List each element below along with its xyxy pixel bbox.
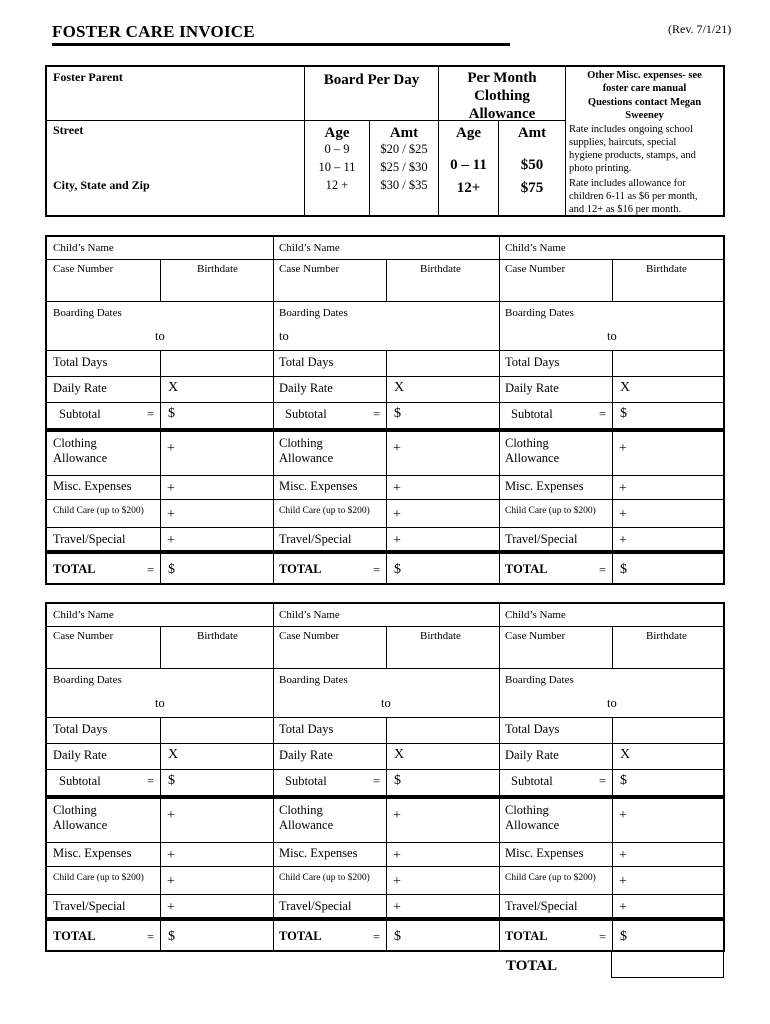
clothing-age-cell: 12+ bbox=[456, 180, 481, 196]
misc-note-line: and 12+ as $16 per month. bbox=[569, 204, 682, 215]
equals-sign: = bbox=[373, 930, 381, 944]
misc-header-line2: foster care manual bbox=[602, 83, 687, 94]
clothing-allowance-label-line2: Allowance bbox=[53, 818, 108, 832]
travel-special-label: Travel/Special bbox=[53, 899, 126, 913]
misc-expenses-label: Misc. Expenses bbox=[53, 479, 132, 493]
boarding-to-label: to bbox=[607, 696, 617, 710]
child-column bbox=[499, 604, 723, 950]
birthdate-label: Birthdate bbox=[420, 630, 461, 642]
plus-sign: + bbox=[619, 441, 627, 456]
boarding-to-label: to bbox=[607, 329, 617, 343]
multiply-sign: X bbox=[168, 747, 179, 762]
birthdate-label: Birthdate bbox=[197, 630, 238, 642]
daily-rate-label: Daily Rate bbox=[279, 381, 333, 395]
board-amt-cell: $20 / $25 bbox=[380, 142, 428, 156]
child-column bbox=[273, 237, 499, 583]
multiply-sign: X bbox=[168, 380, 179, 395]
clothing-age-cell: 0 – 11 bbox=[450, 157, 487, 173]
subtotal-label: Subtotal bbox=[285, 407, 327, 421]
misc-expenses-label: Misc. Expenses bbox=[505, 846, 584, 860]
plus-sign: + bbox=[619, 533, 627, 548]
clothing-age-header: Age bbox=[456, 125, 481, 141]
grand-total-label: TOTAL bbox=[506, 958, 558, 974]
clothing-allowance-label-line1: Clothing bbox=[279, 436, 323, 450]
childs-name-label: Child’s Name bbox=[53, 609, 114, 621]
dollar-sign: $ bbox=[620, 929, 627, 944]
plus-sign: + bbox=[393, 507, 401, 522]
travel-special-label: Travel/Special bbox=[505, 532, 578, 546]
plus-sign: + bbox=[167, 874, 175, 889]
daily-rate-label: Daily Rate bbox=[53, 748, 107, 762]
plus-sign: + bbox=[619, 848, 627, 863]
equals-sign: = bbox=[373, 774, 381, 788]
plus-sign: + bbox=[393, 533, 401, 548]
grand-total-field[interactable] bbox=[611, 950, 724, 978]
plus-sign: + bbox=[167, 441, 175, 456]
misc-note-line: children 6-11 as $6 per month, bbox=[569, 191, 698, 202]
board-age-cell: 0 – 9 bbox=[324, 142, 350, 156]
dollar-sign: $ bbox=[394, 929, 401, 944]
birthdate-label: Birthdate bbox=[646, 630, 687, 642]
multiply-sign: X bbox=[394, 747, 405, 762]
foster-parent-label: Foster Parent bbox=[53, 70, 123, 84]
boarding-dates-label: Boarding Dates bbox=[505, 674, 574, 686]
plus-sign: + bbox=[619, 874, 627, 889]
board-age-cell: 12 + bbox=[325, 178, 349, 192]
boarding-dates-label: Boarding Dates bbox=[53, 674, 122, 686]
travel-special-label: Travel/Special bbox=[279, 899, 352, 913]
clothing-allowance-label-line1: Clothing bbox=[53, 436, 97, 450]
equals-sign: = bbox=[147, 563, 155, 577]
case-number-label: Case Number bbox=[53, 630, 114, 642]
dollar-sign: $ bbox=[394, 562, 401, 577]
case-number-label: Case Number bbox=[279, 630, 340, 642]
board-amt-header: Amt bbox=[389, 125, 419, 141]
plus-sign: + bbox=[167, 900, 175, 915]
birthdate-label: Birthdate bbox=[197, 263, 238, 275]
child-block-1 bbox=[45, 235, 725, 585]
childs-name-label: Child’s Name bbox=[279, 242, 340, 254]
daily-rate-label: Daily Rate bbox=[279, 748, 333, 762]
total-label: TOTAL bbox=[53, 562, 96, 576]
city-state-zip-label: City, State and Zip bbox=[53, 178, 150, 192]
plus-sign: + bbox=[167, 533, 175, 548]
dollar-sign: $ bbox=[394, 406, 401, 421]
child-care-label: Child Care (up to $200) bbox=[53, 873, 144, 883]
equals-sign: = bbox=[373, 563, 381, 577]
dollar-sign: $ bbox=[620, 562, 627, 577]
total-label: TOTAL bbox=[505, 929, 548, 943]
dollar-sign: $ bbox=[168, 929, 175, 944]
equals-sign: = bbox=[599, 774, 607, 788]
total-label: TOTAL bbox=[53, 929, 96, 943]
boarding-to-label: to bbox=[155, 696, 165, 710]
misc-header-line4: Sweeney bbox=[625, 110, 664, 121]
dollar-sign: $ bbox=[168, 562, 175, 577]
subtotal-label: Subtotal bbox=[511, 407, 553, 421]
misc-note-line: Rate includes allowance for bbox=[569, 178, 686, 189]
misc-note-line: supplies, haircuts, special bbox=[569, 137, 677, 148]
child-column bbox=[273, 604, 499, 950]
travel-special-label: Travel/Special bbox=[53, 532, 126, 546]
total-label: TOTAL bbox=[505, 562, 548, 576]
child-care-label: Child Care (up to $200) bbox=[279, 506, 370, 516]
boarding-dates-label: Boarding Dates bbox=[53, 307, 122, 319]
clothing-allowance-label-line1: Clothing bbox=[505, 436, 549, 450]
total-days-label: Total Days bbox=[279, 722, 334, 736]
dollar-sign: $ bbox=[168, 406, 175, 421]
misc-note-line: photo printing. bbox=[569, 163, 632, 174]
plus-sign: + bbox=[393, 481, 401, 496]
rate-header-table bbox=[45, 65, 725, 217]
multiply-sign: X bbox=[620, 380, 631, 395]
plus-sign: + bbox=[393, 441, 401, 456]
total-days-label: Total Days bbox=[53, 355, 108, 369]
plus-sign: + bbox=[167, 808, 175, 823]
plus-sign: + bbox=[167, 848, 175, 863]
clothing-allowance-label-line2: Allowance bbox=[53, 451, 108, 465]
plus-sign: + bbox=[619, 507, 627, 522]
plus-sign: + bbox=[167, 507, 175, 522]
daily-rate-label: Daily Rate bbox=[505, 381, 559, 395]
plus-sign: + bbox=[167, 481, 175, 496]
misc-note-line: Rate includes ongoing school bbox=[569, 124, 693, 135]
misc-header-line1: Other Misc. expenses- see bbox=[587, 70, 702, 81]
clothing-allowance-label-line1: Clothing bbox=[505, 803, 549, 817]
plus-sign: + bbox=[393, 848, 401, 863]
misc-expenses-label: Misc. Expenses bbox=[505, 479, 584, 493]
child-column bbox=[47, 604, 273, 950]
subtotal-label: Subtotal bbox=[285, 774, 327, 788]
total-label: TOTAL bbox=[279, 929, 322, 943]
total-label: TOTAL bbox=[279, 562, 322, 576]
board-per-day-title: Board Per Day bbox=[323, 72, 420, 88]
case-number-label: Case Number bbox=[505, 630, 566, 642]
birthdate-label: Birthdate bbox=[646, 263, 687, 275]
dollar-sign: $ bbox=[620, 773, 627, 788]
plus-sign: + bbox=[619, 481, 627, 496]
equals-sign: = bbox=[147, 407, 155, 421]
equals-sign: = bbox=[373, 407, 381, 421]
clothing-amt-cell: $75 bbox=[520, 180, 544, 196]
multiply-sign: X bbox=[394, 380, 405, 395]
equals-sign: = bbox=[147, 774, 155, 788]
total-days-label: Total Days bbox=[505, 355, 560, 369]
child-block-2 bbox=[45, 602, 725, 952]
child-care-label: Child Care (up to $200) bbox=[279, 873, 370, 883]
clothing-allowance-label-line1: Clothing bbox=[53, 803, 97, 817]
boarding-to-label: to bbox=[279, 329, 289, 343]
daily-rate-label: Daily Rate bbox=[53, 381, 107, 395]
clothing-allowance-label-line1: Clothing bbox=[279, 803, 323, 817]
travel-special-label: Travel/Special bbox=[279, 532, 352, 546]
child-column bbox=[499, 237, 723, 583]
child-care-label: Child Care (up to $200) bbox=[53, 506, 144, 516]
childs-name-label: Child’s Name bbox=[279, 609, 340, 621]
plus-sign: + bbox=[393, 808, 401, 823]
plus-sign: + bbox=[619, 900, 627, 915]
boarding-dates-label: Boarding Dates bbox=[279, 674, 348, 686]
subtotal-label: Subtotal bbox=[59, 774, 101, 788]
child-care-label: Child Care (up to $200) bbox=[505, 506, 596, 516]
boarding-to-label: to bbox=[155, 329, 165, 343]
birthdate-label: Birthdate bbox=[420, 263, 461, 275]
case-number-label: Case Number bbox=[279, 263, 340, 275]
clothing-allowance-label-line2: Allowance bbox=[279, 451, 334, 465]
clothing-allowance-label-line2: Allowance bbox=[505, 818, 560, 832]
board-age-header: Age bbox=[324, 125, 350, 141]
boarding-to-label: to bbox=[381, 696, 391, 710]
daily-rate-label: Daily Rate bbox=[505, 748, 559, 762]
childs-name-label: Child’s Name bbox=[53, 242, 114, 254]
clothing-title-line1: Per Month bbox=[467, 70, 537, 86]
child-care-label: Child Care (up to $200) bbox=[505, 873, 596, 883]
childs-name-label: Child’s Name bbox=[505, 242, 566, 254]
clothing-allowance-label-line2: Allowance bbox=[279, 818, 334, 832]
board-amt-cell: $30 / $35 bbox=[380, 178, 428, 192]
title-underline bbox=[52, 43, 510, 46]
misc-expenses-label: Misc. Expenses bbox=[279, 479, 358, 493]
misc-expenses-label: Misc. Expenses bbox=[53, 846, 132, 860]
form-title: FOSTER CARE INVOICE bbox=[52, 22, 255, 41]
misc-header-line3: Questions contact Megan bbox=[587, 97, 702, 108]
board-amt-cell: $25 / $30 bbox=[380, 160, 428, 174]
childs-name-label: Child’s Name bbox=[505, 609, 566, 621]
equals-sign: = bbox=[599, 563, 607, 577]
misc-note-line: hygiene products, stamps, and bbox=[569, 150, 696, 161]
equals-sign: = bbox=[599, 407, 607, 421]
clothing-amt-header: Amt bbox=[517, 125, 547, 141]
clothing-allowance-label-line2: Allowance bbox=[505, 451, 560, 465]
subtotal-label: Subtotal bbox=[59, 407, 101, 421]
plus-sign: + bbox=[393, 874, 401, 889]
case-number-label: Case Number bbox=[53, 263, 114, 275]
boarding-dates-label: Boarding Dates bbox=[505, 307, 574, 319]
misc-expenses-label: Misc. Expenses bbox=[279, 846, 358, 860]
clothing-title-line2: Clothing bbox=[474, 88, 530, 104]
clothing-title-line3: Allowance bbox=[468, 106, 536, 122]
dollar-sign: $ bbox=[620, 406, 627, 421]
street-label: Street bbox=[53, 123, 84, 137]
travel-special-label: Travel/Special bbox=[505, 899, 578, 913]
multiply-sign: X bbox=[620, 747, 631, 762]
subtotal-label: Subtotal bbox=[511, 774, 553, 788]
plus-sign: + bbox=[393, 900, 401, 915]
equals-sign: = bbox=[599, 930, 607, 944]
boarding-dates-label: Boarding Dates bbox=[279, 307, 348, 319]
revision-date: (Rev. 7/1/21) bbox=[668, 22, 732, 36]
board-age-cell: 10 – 11 bbox=[318, 160, 356, 174]
dollar-sign: $ bbox=[168, 773, 175, 788]
plus-sign: + bbox=[619, 808, 627, 823]
dollar-sign: $ bbox=[394, 773, 401, 788]
case-number-label: Case Number bbox=[505, 263, 566, 275]
total-days-label: Total Days bbox=[505, 722, 560, 736]
equals-sign: = bbox=[147, 930, 155, 944]
child-column bbox=[47, 237, 273, 583]
total-days-label: Total Days bbox=[53, 722, 108, 736]
clothing-amt-cell: $50 bbox=[520, 157, 544, 173]
total-days-label: Total Days bbox=[279, 355, 334, 369]
